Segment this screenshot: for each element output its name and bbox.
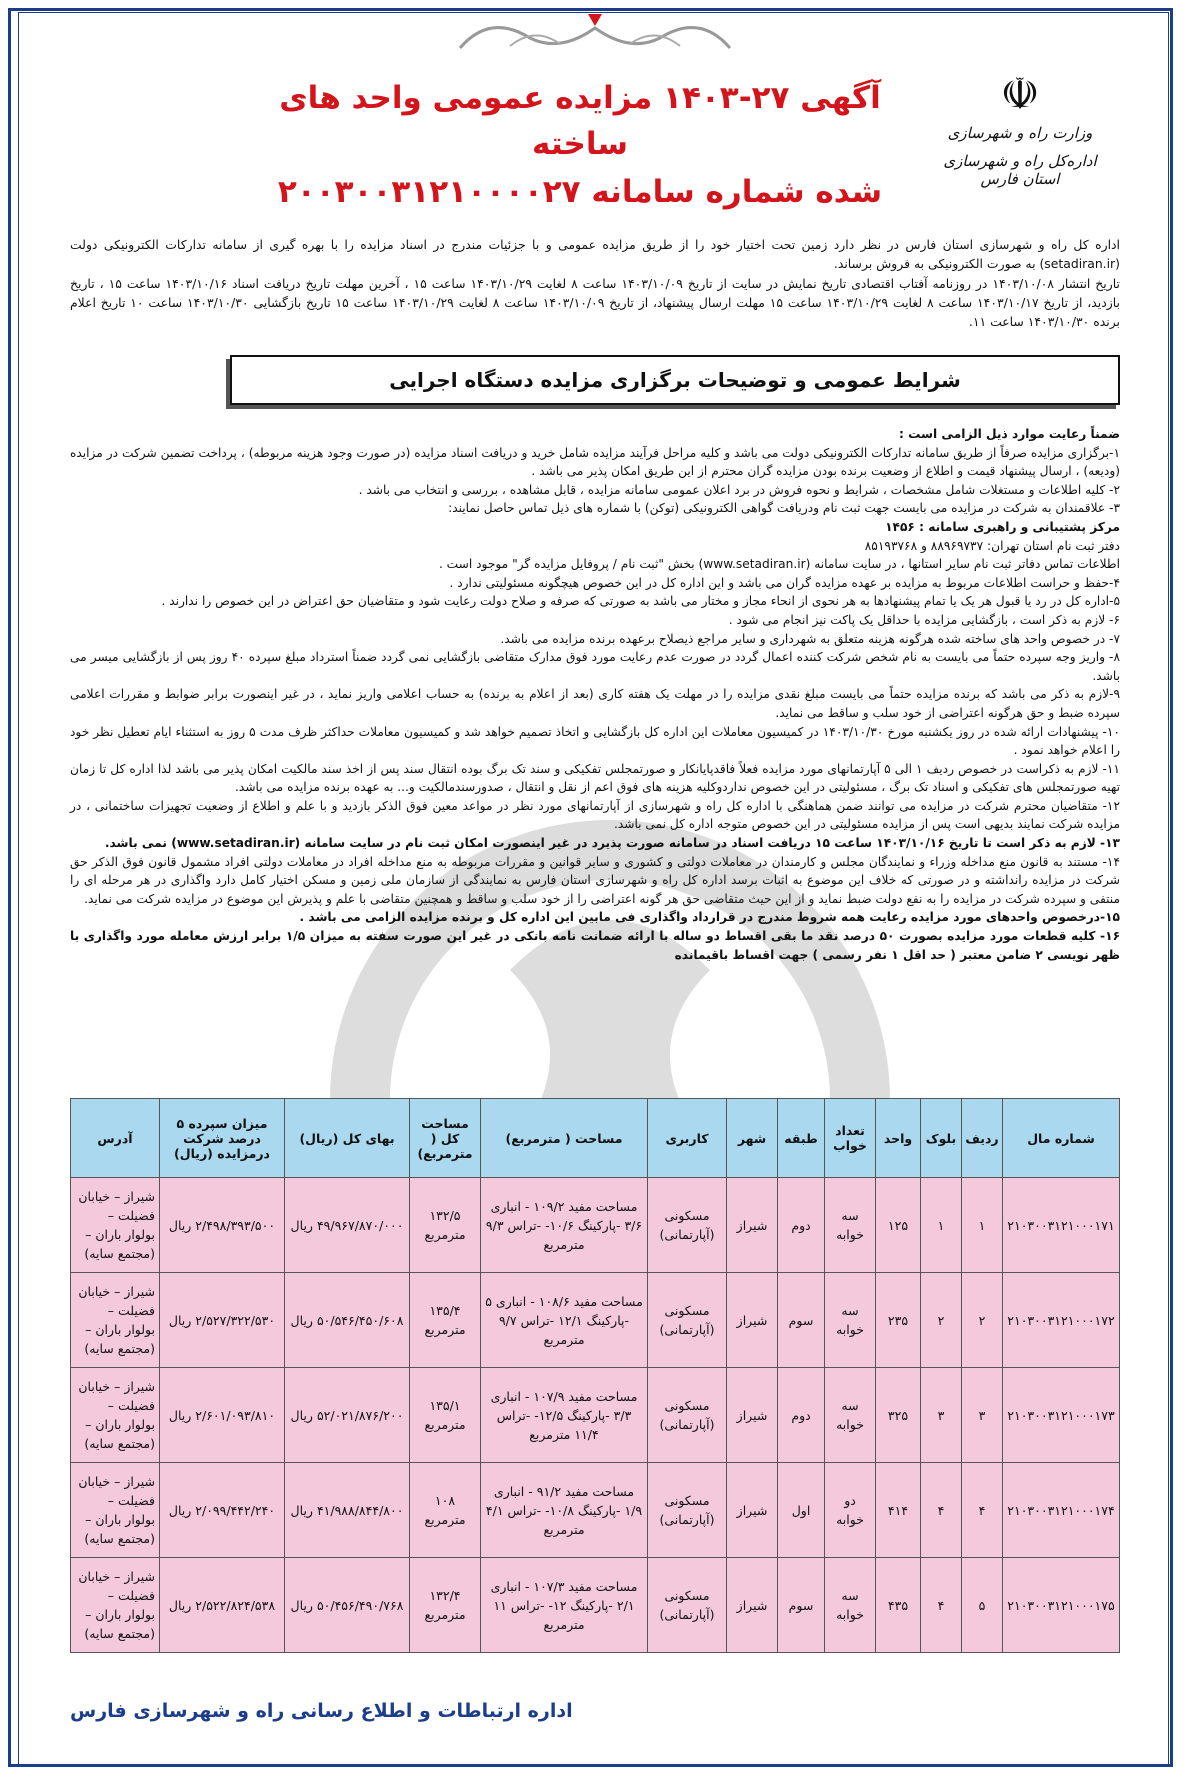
cell-price: ۴۱/۹۸۸/۸۴۴/۸۰۰ ریال <box>285 1463 410 1558</box>
cell-beds: سه خوابه <box>825 1368 876 1463</box>
cell-total-area: ۱۳۵/۴ مترمربع <box>410 1273 481 1368</box>
term-9: ۹-لازم به ذکر می باشد که برنده مزایده حتماً می بایست مبلغ نقدی مزایده را در مهلت یک هفته کاری (بعد از اعلام به برنده) به حساب اعلامی واریز نماید ، در غیر اینصورت برابر ضوابط و مقررات اعلامی سپرده ضبط و حق هرگونه اعتراضی از خود سلب و ساقط می نماید. <box>70 687 1120 720</box>
cell-block: ۴ <box>921 1558 962 1653</box>
col-total-area: مساحت کل ( مترمربع) <box>410 1099 481 1178</box>
ministry-name: وزارت راه و شهرسازی <box>947 124 1093 142</box>
intro-paragraph: اداره کل راه و شهرسازی استان فارس در نظر دارد زمین تحت اختیار خود را از طریق مزایده عمومی و با جزئیات مندرج در اسناد مزایده را با بهره گیری از سامانه تدارکات الکترونیکی دولت (setadiran.ir) به صورت الکترونیکی به فروش برساند. <box>70 237 1120 271</box>
cell-deposit: ۲/۰۹۹/۴۴۲/۲۴۰ ریال <box>160 1463 285 1558</box>
cell-area: مساحت مفید ۱۰۹/۲ - انباری ۳/۶ -پارکینگ ۱۰/۶- -تراس ۹/۳ مترمربع <box>481 1178 648 1273</box>
col-city: شهر <box>727 1099 778 1178</box>
footer <box>70 1700 1120 1722</box>
title-line-2: شده شماره سامانه ۲۰۰۳۰۰۳۱۲۱۰۰۰۰۲۷ <box>277 174 883 210</box>
term-12: ۱۲- متقاضیان محترم شرکت در مزایده می توانند ضمن هماهنگی با اداره کل راه و شهرسازی از آپارتمانهای مورد نظر در مواعد معین فوق الذکر بازدید و با علم و اطلاع از وضعیت تجهیزات ساختمانی ، در مزایده شرکت نمایند بدیهی است پس از مزایده مسئولیتی در این خصوص متوجه اداره کل نمی باشد. <box>70 798 1120 832</box>
term-13: ۱۳- لازم به ذکر است تا تاریخ ۱۴۰۳/۱۰/۱۶ ساعت ۱۵ دریافت اسناد در سامانه صورت پذیرد در غیر اینصورت امکان ثبت نام در سایت سامانه (www.setadiran.ir) نمی باشد. <box>104 836 1120 851</box>
conditions-heading: شرایط عمومی و توضیحات برگزاری مزایده دستگاه اجرایی <box>230 355 1120 405</box>
cell-usage: مسکونی (آپارتمانی) <box>648 1368 727 1463</box>
cell-asset: ۲۱۰۳۰۰۳۱۲۱۰۰۰۱۷۱ <box>1003 1178 1120 1273</box>
col-usage: کاربری <box>648 1099 727 1178</box>
col-row: ردیف <box>962 1099 1003 1178</box>
term-7: ۷- در خصوص واحد های ساخته شده هرگونه هزینه متعلق به شهرداری و سایر مراجع ذیصلاح برعهده برنده مزایده می باشد. <box>500 631 1120 646</box>
term-4: ۴-حفظ و حراست اطلاعات مربوط به مزایده بر عهده مزایده گران می باشد و این اداره کل در این خصوص هیچگونه مسئولیتی ندارد . <box>449 575 1120 590</box>
cell-city: شیراز <box>727 1273 778 1368</box>
cell-city: شیراز <box>727 1178 778 1273</box>
cell-floor: دوم <box>778 1368 825 1463</box>
term-intro: ضمناً رعایت موارد ذیل الزامی است : <box>898 427 1120 441</box>
cell-row: ۲ <box>962 1273 1003 1368</box>
cell-area: مساحت مفید ۱۰۷/۳ - انباری ۲/۱ -پارکینگ ۱۲- -تراس ۱۱ مترمربع <box>481 1558 648 1653</box>
cell-unit: ۴۳۵ <box>876 1558 921 1653</box>
cell-asset: ۲۱۰۳۰۰۳۱۲۱۰۰۰۱۷۲ <box>1003 1273 1120 1368</box>
term-1: ۱-برگزاری مزایده صرفاً از طریق سامانه تدارکات الکترونیکی دولت می باشد و کلیه مراحل فرآیند مزایده شامل خرید و دریافت اسناد مزایده (در صورت وجود هزینه مربوطه) ، پرداخت تضمین شرکت در مزایده (ودیعه) ، ارسال پیشنهاد قیمت و اطلاع از وضعیت برنده بودن مزایده گران محترم از این طریق امکان پذیر می باشد . <box>70 445 1120 479</box>
cell-deposit: ۲/۵۲۲/۸۲۴/۵۳۸ ریال <box>160 1558 285 1653</box>
col-price: بهای کل (ریال) <box>285 1099 410 1178</box>
col-floor: طبقه <box>778 1099 825 1178</box>
cell-block: ۴ <box>921 1463 962 1558</box>
col-deposit: میزان سپرده ۵ درصد شرکت درمزایده (ریال) <box>160 1099 285 1178</box>
col-area: مساحت ( مترمربع) <box>481 1099 648 1178</box>
cell-asset: ۲۱۰۳۰۰۳۱۲۱۰۰۰۱۷۵ <box>1003 1558 1120 1653</box>
title-line-1: آگهی ۲۷-۱۴۰۳ مزایده عمومی واحد های ساخته <box>279 80 881 162</box>
term-15: ۱۵-درخصوص واحدهای مورد مزایده رعایت همه شروط مندرج در قرارداد واگذاری فی مابین این اداره کل و برنده مزایده الزامی می باشد . <box>299 910 1120 925</box>
page-title <box>270 75 890 217</box>
cell-deposit: ۲/۶۰۱/۰۹۳/۸۱۰ ریال <box>160 1368 285 1463</box>
cell-area: مساحت مفید ۹۱/۲ - انباری ۱/۹ -پارکینگ ۱۰/۸- -تراس ۴/۱ مترمربع <box>481 1463 648 1558</box>
table-row <box>71 1368 1120 1463</box>
term-8: ۸- واریز وجه سپرده حتماً می بایست به نام شخص شرکت کننده اعمال گردد در صورت عدم رعایت مورد فوق مدارک متقاضی بازگشایی نمی گردد ضمناً استرداد مبلغ سپرده ۴۰ روز پس از بازگشایی میسر می باشد. <box>70 650 1120 683</box>
term-2: ۲- کلیه اطلاعات و مستغلات شامل مشخصات ، شرایط و نحوه فروش در برد اعلان عمومی سامانه مزایده ، قابل مشاهده ، بررسی و انتخاب می باشد . <box>358 482 1120 497</box>
cell-usage: مسکونی (آپارتمانی) <box>648 1273 727 1368</box>
cell-floor: سوم <box>778 1558 825 1653</box>
cell-unit: ۲۳۵ <box>876 1273 921 1368</box>
term-5: ۵-اداره کل در رد یا قبول هر یک یا تمام پیشنهادها به هر نحوی از انحاء مجاز و مختار می باشد به صورتی که صرفه و صلاح دولت رعایت شود و متقاضیان حق اعتراض در این خصوص را ندارند . <box>161 594 1120 609</box>
cell-block: ۱ <box>921 1178 962 1273</box>
emblem-icon: ☫ <box>1000 69 1040 120</box>
cell-address: شیراز – خیابان فضیلت – بولوار باران – (مجتمع سایه) <box>71 1463 160 1558</box>
cell-address: شیراز – خیابان فضیلت – بولوار باران – (مجتمع سایه) <box>71 1558 160 1653</box>
cell-total-area: ۱۳۲/۵ مترمربع <box>410 1178 481 1273</box>
cell-price: ۵۰/۵۴۶/۴۵۰/۶۰۸ ریال <box>285 1273 410 1368</box>
cell-city: شیراز <box>727 1368 778 1463</box>
table-row <box>71 1178 1120 1273</box>
terms-section <box>70 425 1120 964</box>
cell-city: شیراز <box>727 1558 778 1653</box>
col-unit: واحد <box>876 1099 921 1178</box>
term-10: ۱۰- پیشنهادات ارائه شده در روز یکشنبه مورخ ۱۴۰۳/۱۰/۳۰ در کمیسیون معاملات این اداره کل بازگشایی و اتخاذ تصمیم خواهد شد و کمیسیون معاملات حداکثر ظرف مدت ۵ روز به استثناء ایام تعطیل نظر خود را اعلام خواهد نمود . <box>70 724 1120 758</box>
cell-beds: دو خوابه <box>825 1463 876 1558</box>
term-14: ۱۴- مستند به قانون منع مداخله وزراء و نمایندگان مجلس و کارمندان در معاملات دولتی و کشوری و سایر قوانین و مقررات مربوطه به منع مداخله افراد در معاملات دولتی افراد مشمول قانون فوق الذکر حق شرکت در مزایده رانداشته و در صورتی که خلاف این موضوع به اثبات برسد اداره کل راه و شهرسازی استان فارس به نمایندگی از سازمان ملی زمین و مسکن اختیار کامل دارد واگذاری در هر مرحله ای را منتفی و سپرده شرکت در مزایده را به نفع دولت ضبط نماید و از این حیث متقاضی حق هر گونه اعتراضی را از خود سلب و ساقط و همچنین متقاضی با علم و پذیرش این موضوع در مزایده شرکت می نماید. <box>70 854 1120 906</box>
header <box>60 60 1120 210</box>
cell-price: ۴۹/۹۶۷/۸۷۰/۰۰۰ ریال <box>285 1178 410 1273</box>
cell-deposit: ۲/۵۲۷/۳۲۲/۵۳۰ ریال <box>160 1273 285 1368</box>
cell-row: ۴ <box>962 1463 1003 1558</box>
cell-city: شیراز <box>727 1463 778 1558</box>
cell-beds: سه خوابه <box>825 1558 876 1653</box>
col-bedrooms: تعداد خواب <box>825 1099 876 1178</box>
cell-row: ۱ <box>962 1178 1003 1273</box>
cell-area: مساحت مفید ۱۰۷/۹ - انباری ۳/۳ -پارکینگ ۱۲/۵- -تراس ۱۱/۴ مترمربع <box>481 1368 648 1463</box>
col-address: آدرس <box>71 1099 160 1178</box>
cell-row: ۵ <box>962 1558 1003 1653</box>
cell-row: ۳ <box>962 1368 1003 1463</box>
cell-beds: سه خوابه <box>825 1273 876 1368</box>
col-asset-number: شماره مال <box>1003 1099 1120 1178</box>
col-block: بلوک <box>921 1099 962 1178</box>
cell-address: شیراز – خیابان فضیلت – بولوار باران – (مجتمع سایه) <box>71 1178 160 1273</box>
cell-total-area: ۱۰۸ مترمربع <box>410 1463 481 1558</box>
cell-unit: ۴۱۴ <box>876 1463 921 1558</box>
cell-price: ۵۲/۰۲۱/۸۷۶/۲۰۰ ریال <box>285 1368 410 1463</box>
table-row <box>71 1463 1120 1558</box>
cell-floor: اول <box>778 1463 825 1558</box>
term-3-contact: اطلاعات تماس دفاتر ثبت نام سایر استانها ، در سایت سامانه (www.setadiran.ir) بخش "ثبت نام / پروفایل مزایده گر" موجود است . <box>438 557 1120 572</box>
term-3-tehran: دفتر ثبت نام استان تهران: ۸۸۹۶۹۷۳۷ و ۸۵۱۹۳۷۶۸ <box>864 538 1120 553</box>
table-row <box>71 1558 1120 1653</box>
term-11: ۱۱- لازم به ذکراست در خصوص ردیف ۱ الی ۵ آپارتمانهای مورد مزایده فعلاً فاقدپایانکار و صورتمجلس تفکیکی و سند تک برگ بوده انتقال سند پس از اخذ سند مالکیت امکان پذیر می باشد لذا اداره کل تا زمان تهیه صورتمجلس های تفکیکی و اسناد تک برگ ، مسئولیتی در این خصوص نداردوکلیه هزینه های فوق اعم از نقل و انتقال ، صدورسندمالکیت و... به عهده برنده مزایده می باشد. <box>70 761 1120 795</box>
term-3: ۳- علاقمندان به شرکت در مزایده می بایست جهت ثبت نام ودریافت گواهی الکترونیکی (توکن) با شماره های ذیل تماس حاصل نمایند: <box>448 501 1120 516</box>
term-3-support: مرکز پشتیبانی و راهبری سامانه : ۱۴۵۶ <box>885 519 1120 534</box>
cell-usage: مسکونی (آپارتمانی) <box>648 1178 727 1273</box>
term-6: ۶- لازم به ذکر است ، بازگشایی مزایده با حداقل یک پاکت نیز انجام می شود . <box>728 612 1120 627</box>
cell-unit: ۱۲۵ <box>876 1178 921 1273</box>
cell-area: مساحت مفید ۱۰۸/۶ - انباری ۵ -پارکینگ ۱۲/۱ -تراس ۹/۷ مترمربع <box>481 1273 648 1368</box>
cell-price: ۵۰/۴۵۶/۴۹۰/۷۶۸ ریال <box>285 1558 410 1653</box>
cell-total-area: ۱۳۲/۴ مترمربع <box>410 1558 481 1653</box>
cell-deposit: ۲/۴۹۸/۳۹۳/۵۰۰ ریال <box>160 1178 285 1273</box>
cell-beds: سه خوابه <box>825 1178 876 1273</box>
ministry-logo <box>940 70 1100 188</box>
cell-usage: مسکونی (آپارتمانی) <box>648 1558 727 1653</box>
cell-block: ۳ <box>921 1368 962 1463</box>
intro-section <box>70 235 1120 332</box>
cell-floor: سوم <box>778 1273 825 1368</box>
table-row <box>71 1273 1120 1368</box>
cell-total-area: ۱۳۵/۱ مترمربع <box>410 1368 481 1463</box>
term-16: ۱۶- کلیه قطعات مورد مزایده بصورت ۵۰ درصد نقد ما بقی اقساط دو ساله با ارائه ضمانت نامه بانکی در غیر این صورت سفته به میزان ۱/۵ برابر ارزش معامله مورد واگذاری با ظهر نویسی ۲ ضامن معتبر ( حد اقل ۱ نفر رسمی ) جهت اقساط باقیمانده <box>70 929 1121 962</box>
cell-address: شیراز – خیابان فضیلت – بولوار باران – (مجتمع سایه) <box>71 1273 160 1368</box>
cell-block: ۲ <box>921 1273 962 1368</box>
properties-table <box>70 1098 1120 1653</box>
department-name: اداره‌کل راه و شهرسازی استان فارس <box>943 152 1097 188</box>
dates-paragraph: تاریخ انتشار ۱۴۰۳/۱۰/۰۸ در روزنامه آفتاب اقتصادی تاریخ نمایش در سایت از تاریخ ۱۴۰۳/۱۰/۰۹ ساعت ۸ لغایت ۱۴۰۳/۱۰/۲۹ ساعت ۱۵ ، آخرین مهلت تاریخ دریافت اسناد ۱۴۰۳/۱۰/۱۶ ساعت ۱۵ ، تاریخ بازدید، از تاریخ ۱۴۰۳/۱۰/۱۷ ساعت ۸ لغایت ۱۴۰۳/۱۰/۲۹ ساعت ۱۵ مهلت ارسال پیشنهاد، از تاریخ ۱۴۰۳/۱۰/۰۹ ساعت ۸ لغایت ۱۴۰۳/۱۰/۲۹ ساعت ۱۵ تاریخ بازگشایی ۱۴۰۳/۱۰/۳۰ ساعت ۱۰ تاریخ اعلام برنده ۱۴۰۳/۱۰/۳۰ ساعت ۱۱. <box>70 276 1120 329</box>
cell-unit: ۳۲۵ <box>876 1368 921 1463</box>
cell-floor: دوم <box>778 1178 825 1273</box>
cell-asset: ۲۱۰۳۰۰۳۱۲۱۰۰۰۱۷۴ <box>1003 1463 1120 1558</box>
cell-usage: مسکونی (آپارتمانی) <box>648 1463 727 1558</box>
cell-asset: ۲۱۰۳۰۰۳۱۲۱۰۰۰۱۷۳ <box>1003 1368 1120 1463</box>
table-header-row <box>71 1099 1120 1178</box>
footer-text: اداره ارتباطات و اطلاع رسانی راه و شهرسازی فارس <box>70 1700 573 1722</box>
cell-address: شیراز – خیابان فضیلت – بولوار باران – (مجتمع سایه) <box>71 1368 160 1463</box>
